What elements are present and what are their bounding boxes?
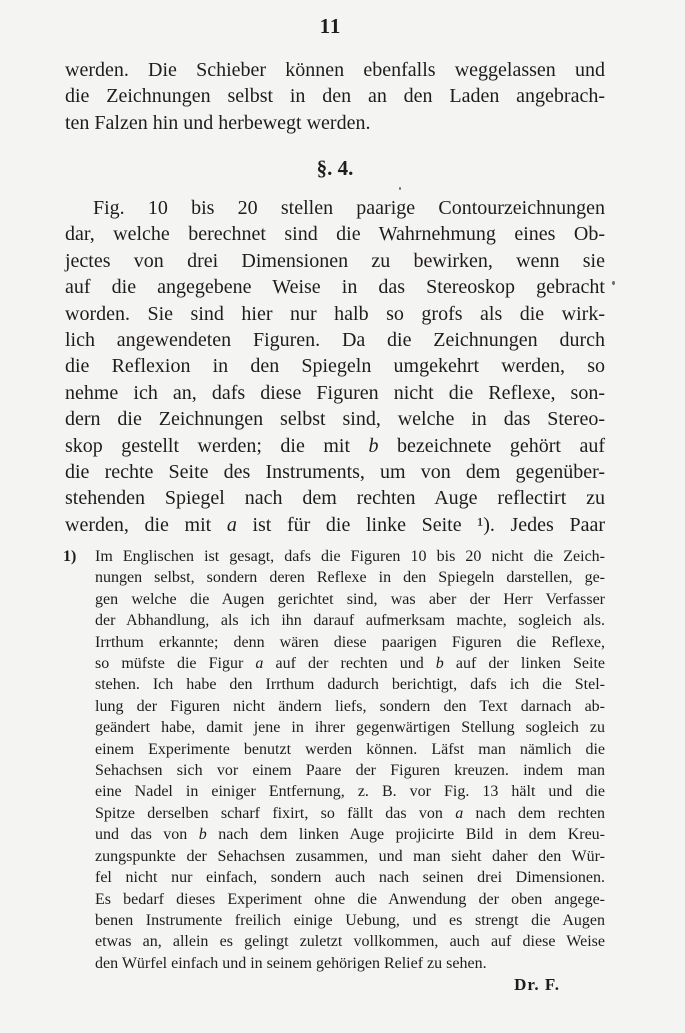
scan-speck: [399, 187, 401, 190]
footnote-line: der Abhandlung, als ich ihn darauf aufmerksam machte, sogleich als.: [95, 612, 605, 630]
footnote-line: Irrthum erkannte; denn wären diese paarigen Figuren die Reflexe,: [95, 633, 605, 651]
text-line: werden, die mit a ist für die linke Seite ¹). Jedes Paar: [65, 513, 605, 536]
footnote-line: lung der Figuren nicht ändern liefs, sondern den Text darnach ab-: [95, 697, 605, 715]
footnote-line: einem Experimente benutzt werden können. Läfst man nämlich die: [95, 740, 605, 758]
footnote-line: Spitze derselben scharf fixirt, so fällt das von a nach dem rechten: [95, 804, 605, 822]
text-line: worden. Sie sind hier nur halb so grofs als die wirk-: [65, 302, 605, 325]
footnote-line: gen welche die Augen gerichtet sind, was aber der Herr Verfasser: [95, 590, 605, 608]
text-line: die rechte Seite des Instruments, um von dem gegenüber-: [65, 461, 605, 484]
footnote-line: etwas an, allein es gelingt zuletzt vollkommen, auch auf diese Weise: [95, 933, 605, 951]
footnote-line: eine Nadel in einiger Entfernung, z. B. vor Fig. 13 hält und die: [95, 783, 605, 801]
text-line: ten Falzen hin und herbewegt werden.: [65, 111, 371, 134]
scan-speck: [612, 281, 615, 285]
footnote-line: benen Instrumente freilich einige Uebung, und es strengt die Augen: [95, 911, 605, 929]
footnote-line: fel nicht nur einfach, sondern auch nach seinen drei Dimensionen.: [95, 869, 605, 887]
text-line: skop gestellt werden; die mit b bezeichnete gehört auf: [65, 434, 605, 457]
footnote-line: so müfste die Figur a auf der rechten und b auf der linken Seite: [95, 655, 605, 673]
footnote-line: geändert habe, damit jene in ihrer gegenwärtigen Stellung sogleich zu: [95, 719, 605, 737]
footnote: [63, 546, 605, 996]
footnote-line: Sehachsen sich vor einem Paare der Figuren kreuzen. indem man: [95, 762, 605, 780]
footnote-line: den Würfel einfach und in seinem gehörigen Relief zu sehen.: [95, 954, 487, 972]
text-line: die Zeichnungen selbst in den an den Laden angebrach-: [65, 85, 605, 108]
text-line: Fig. 10 bis 20 stellen paarige Contourzeichnungen: [93, 197, 605, 219]
footnote-line: und das von b nach dem linken Auge projicirte Bild in dem Kreu-: [95, 826, 606, 844]
footnote-line: Es bedarf dieses Experiment ohne die Anwendung der oben angege-: [95, 890, 605, 908]
text-line: jectes von drei Dimensionen zu bewirken, wenn sie: [65, 249, 605, 272]
text-line: die Reflexion in den Spiegeln umgekehrt werden, so: [65, 355, 605, 378]
text-line: dar, welche berechnet sind die Wahrnehmung eines Ob-: [65, 223, 605, 246]
footnote-line: Im Englischen ist gesagt, dafs die Figuren 10 bis 20 nicht die Zeich-: [95, 548, 605, 565]
paragraph-2: [65, 195, 605, 538]
page-number: 11: [319, 14, 342, 38]
text-line: werden. Die Schieber können ebenfalls weggelassen und: [65, 59, 605, 81]
text-line: stehenden Spiegel nach dem rechten Auge reflectirt zu: [65, 487, 605, 510]
text-line: dern die Zeichnungen selbst sind, welche in das Stereo-: [65, 408, 605, 431]
footnote-signature: Dr. F.: [514, 975, 560, 995]
footnote-line: nungen selbst, sondern deren Reflexe in den Spiegeln darstellen, ge-: [95, 569, 605, 587]
footnote-line: zungspunkte der Sehachsen zusammen, und man sieht daher den Wür-: [95, 847, 605, 865]
text-line: nehme ich an, dafs diese Figuren nicht die Reflexe, son-: [65, 381, 605, 404]
footnote-line: stehen. Ich habe den Irrthum dadurch berichtigt, dafs ich die Stel-: [95, 676, 605, 694]
text-line: lich angewendeten Figuren. Da die Zeichnungen durch: [65, 329, 605, 352]
text-line: auf die angegebene Weise in das Stereoskop gebracht: [65, 276, 605, 299]
section-heading: §. 4.: [316, 156, 354, 180]
footnote-marker: 1): [63, 548, 77, 565]
paragraph-1: [65, 57, 605, 136]
footnote-text: [95, 546, 605, 974]
